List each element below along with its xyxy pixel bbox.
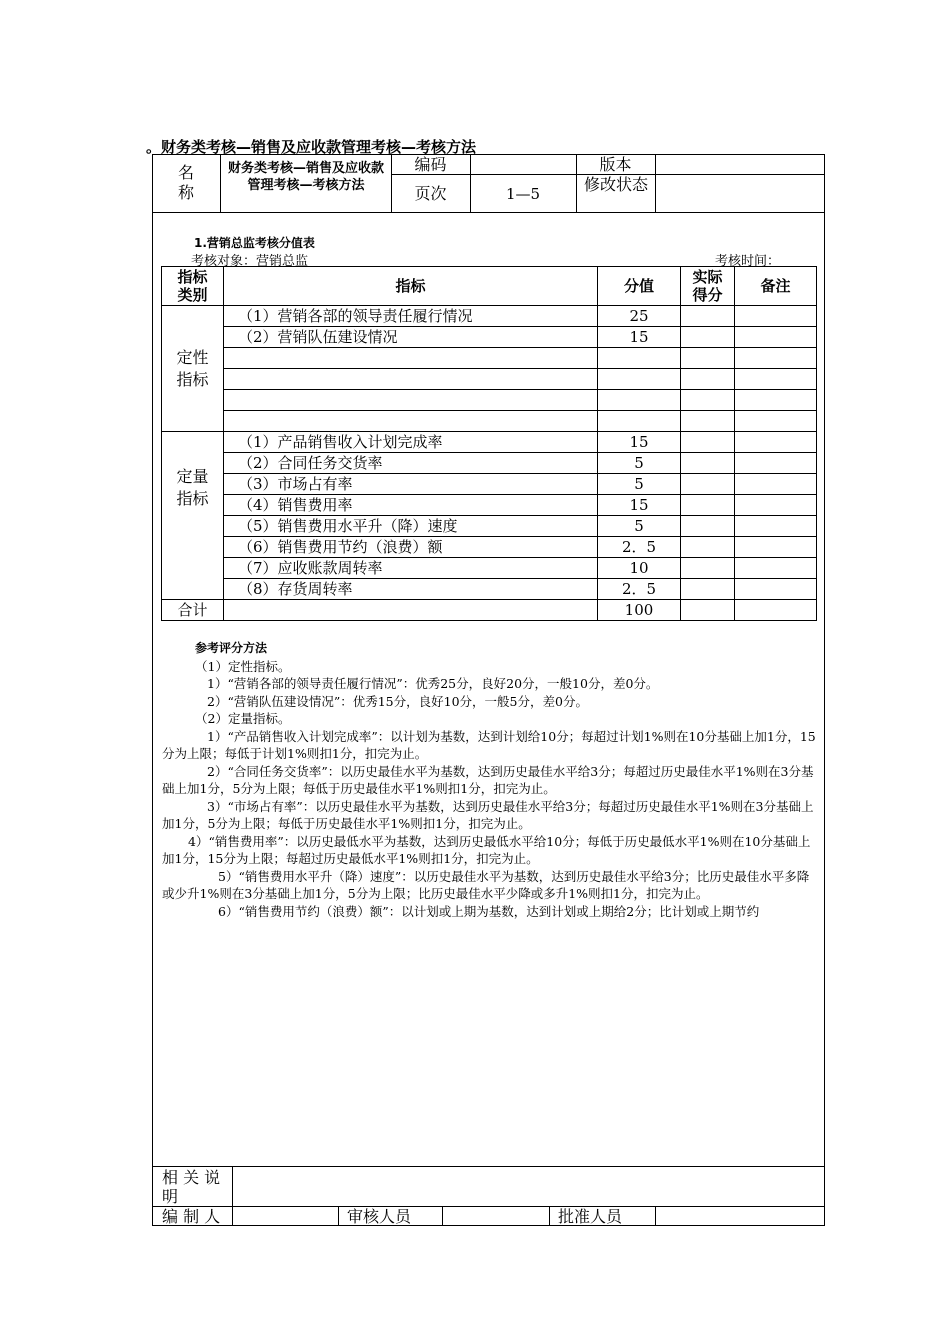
header-bottom-line [152, 212, 825, 213]
total-row [162, 600, 817, 621]
score-cell: 15 [598, 327, 681, 348]
actual-score-cell[interactable] [681, 474, 735, 495]
total-label: 合计 [162, 600, 224, 621]
category-qualitative: 定性指标 [162, 306, 224, 432]
scoring-method [162, 640, 816, 920]
score-cell: 2．5 [598, 537, 681, 558]
method-title: 参考评分方法 [195, 641, 268, 655]
category-quantitative: 定量指标 [162, 432, 224, 600]
table-row [162, 495, 817, 516]
score-cell [598, 348, 681, 369]
score-cell: 25 [598, 306, 681, 327]
footer-col-line [338, 1206, 339, 1226]
name-label: 名 称 [177, 163, 194, 202]
score-cell [598, 411, 681, 432]
remark-cell[interactable] [735, 411, 817, 432]
footer-top-line [152, 1166, 825, 1167]
score-cell [598, 390, 681, 411]
footer-col-line [232, 1166, 233, 1226]
actual-score-cell[interactable] [681, 432, 735, 453]
col-header-indicator: 指标 [224, 267, 598, 306]
code-label: 编码 [414, 155, 447, 174]
actual-score-cell[interactable] [681, 348, 735, 369]
table-row [162, 327, 817, 348]
method-line: 6）“销售费用节约（浪费）额”：以计划或上期为基数，达到计划或上期给2分；比计划或上期节约 [218, 903, 760, 919]
header-col-line [220, 154, 221, 212]
method-line: （2）定量指标。 [195, 711, 291, 726]
table-row [162, 369, 817, 390]
footer-middle-line [152, 1206, 825, 1207]
section-title: 1.营销总监考核分值表 [194, 236, 315, 250]
footer-col-line [655, 1206, 656, 1226]
table-row [162, 411, 817, 432]
score-cell: 10 [598, 558, 681, 579]
author-label: 编 制 人 [162, 1207, 221, 1226]
remark-cell[interactable] [735, 432, 817, 453]
total-remark-cell[interactable] [735, 600, 817, 621]
assessment-time: 考核时间： [715, 254, 781, 269]
remark-cell[interactable] [735, 369, 817, 390]
score-cell: 15 [598, 432, 681, 453]
remark-cell[interactable] [735, 495, 817, 516]
indicator-cell: （6）销售费用节约（浪费）额 [224, 537, 598, 558]
table-row [162, 516, 817, 537]
table-row [162, 474, 817, 495]
method-line: 2）“合同任务交货率”：以历史最佳水平为基数，达到历史最佳水平给3分；每超过历史最佳水平1%则在3分基础上加1分，5分为上限；每低于历史最佳水平1%则扣1分，扣完为止。 [162, 763, 814, 796]
table-row [162, 432, 817, 453]
table-row [162, 558, 817, 579]
footer-col-line [442, 1206, 443, 1226]
col-header-remark: 备注 [735, 267, 817, 306]
indicator-cell [224, 411, 598, 432]
related-notes-label: 相 关 说 明 [162, 1168, 221, 1206]
header-col-line [655, 154, 656, 212]
score-cell: 5 [598, 453, 681, 474]
table-header-row [162, 267, 817, 306]
col-header-category: 指标类别 [162, 267, 224, 306]
remark-cell[interactable] [735, 453, 817, 474]
actual-score-cell[interactable] [681, 306, 735, 327]
remark-cell[interactable] [735, 558, 817, 579]
actual-score-cell[interactable] [681, 369, 735, 390]
indicator-cell: （3）市场占有率 [224, 474, 598, 495]
page-value: 1—5 [505, 185, 541, 203]
col-header-actual: 实际得分 [681, 267, 735, 306]
document-title: 。财务类考核—销售及应收款管理考核—考核方法 [146, 138, 477, 156]
remark-cell[interactable] [735, 516, 817, 537]
remark-cell[interactable] [735, 390, 817, 411]
score-table [161, 266, 817, 621]
score-cell: 2．5 [598, 579, 681, 600]
method-line: 3）“市场占有率”：以历史最佳水平为基数，达到历史最佳水平给3分；每超过历史最佳水平1%则在3分基础上加1分，5分为上限；每低于历史最佳水平1%则扣1分，扣完为止。 [162, 798, 814, 831]
remark-cell[interactable] [735, 579, 817, 600]
indicator-cell: （8）存货周转率 [224, 579, 598, 600]
revision-label: 修改状态 [583, 175, 648, 194]
method-line: 4）“销售费用率”：以历史最低水平为基数，达到历史最低水平给10分；每低于历史最低水平1%则在10分基础上加1分，15分为上限；每超过历史最低水平1%则扣1分，扣完为止。 [162, 833, 811, 866]
method-line: 1）“产品销售收入计划完成率”：以计划为基数，达到计划给10分；每超过计划1%则在10分基础上加1分，15分为上限；每低于计划1%则扣1分，扣完为止。 [162, 728, 816, 761]
version-label: 版本 [599, 155, 632, 174]
table-row [162, 306, 817, 327]
score-cell: 5 [598, 474, 681, 495]
actual-score-cell[interactable] [681, 516, 735, 537]
actual-score-cell[interactable] [681, 558, 735, 579]
table-row [162, 579, 817, 600]
method-line: （1）定性指标。 [195, 658, 291, 674]
reviewer-label: 审核人员 [347, 1207, 412, 1226]
table-row [162, 537, 817, 558]
actual-score-cell[interactable] [681, 495, 735, 516]
indicator-cell: （2）营销队伍建设情况 [224, 327, 598, 348]
assessment-target: 考核对象：营销总监 [191, 254, 309, 269]
score-cell: 5 [598, 516, 681, 537]
indicator-cell: （1）产品销售收入计划完成率 [224, 432, 598, 453]
indicator-cell: （5）销售费用水平升（降）速度 [224, 516, 598, 537]
remark-cell[interactable] [735, 306, 817, 327]
remark-cell[interactable] [735, 474, 817, 495]
indicator-cell: （1）营销各部的领导责任履行情况 [224, 306, 598, 327]
score-cell: 15 [598, 495, 681, 516]
footer-col-line [549, 1206, 550, 1226]
score-cell [598, 369, 681, 390]
table-row [162, 453, 817, 474]
actual-score-cell[interactable] [681, 537, 735, 558]
total-indicator-cell [224, 600, 598, 621]
method-line: 1）“营销各部的领导责任履行情况”：优秀25分，良好20分，一般10分，差0分。 [207, 676, 659, 691]
actual-score-cell[interactable] [681, 579, 735, 600]
actual-score-cell[interactable] [681, 411, 735, 432]
total-actual-cell[interactable] [681, 600, 735, 621]
remark-cell[interactable] [735, 327, 817, 348]
col-header-score: 分值 [598, 267, 681, 306]
indicator-cell: （7）应收账款周转率 [224, 558, 598, 579]
table-row [162, 348, 817, 369]
indicator-cell: （2）合同任务交货率 [224, 453, 598, 474]
name-value: 财务类考核—销售及应收款管理考核—考核方法 [228, 161, 385, 193]
actual-score-cell[interactable] [681, 453, 735, 474]
actual-score-cell[interactable] [681, 390, 735, 411]
method-line: 5）“销售费用水平升（降）速度”：以历史最佳水平为基数，达到历史最佳水平给3分；比历史最佳水平多降或少升1%则在3分基础上加1分，5分为上限；比历史最佳水平少降或多升1%则扣1分，扣完为止。 [162, 868, 810, 901]
table-row [162, 390, 817, 411]
page-label: 页次 [414, 184, 447, 203]
remark-cell[interactable] [735, 348, 817, 369]
indicator-cell: （4）销售费用率 [224, 495, 598, 516]
indicator-cell [224, 348, 598, 369]
approver-label: 批准人员 [558, 1207, 623, 1226]
actual-score-cell[interactable] [681, 327, 735, 348]
indicator-cell [224, 390, 598, 411]
method-line: 2）“营销队伍建设情况”：优秀15分，良好10分，一般5分，差0分。 [207, 693, 588, 709]
indicator-cell [224, 369, 598, 390]
remark-cell[interactable] [735, 537, 817, 558]
total-score: 100 [598, 600, 681, 621]
